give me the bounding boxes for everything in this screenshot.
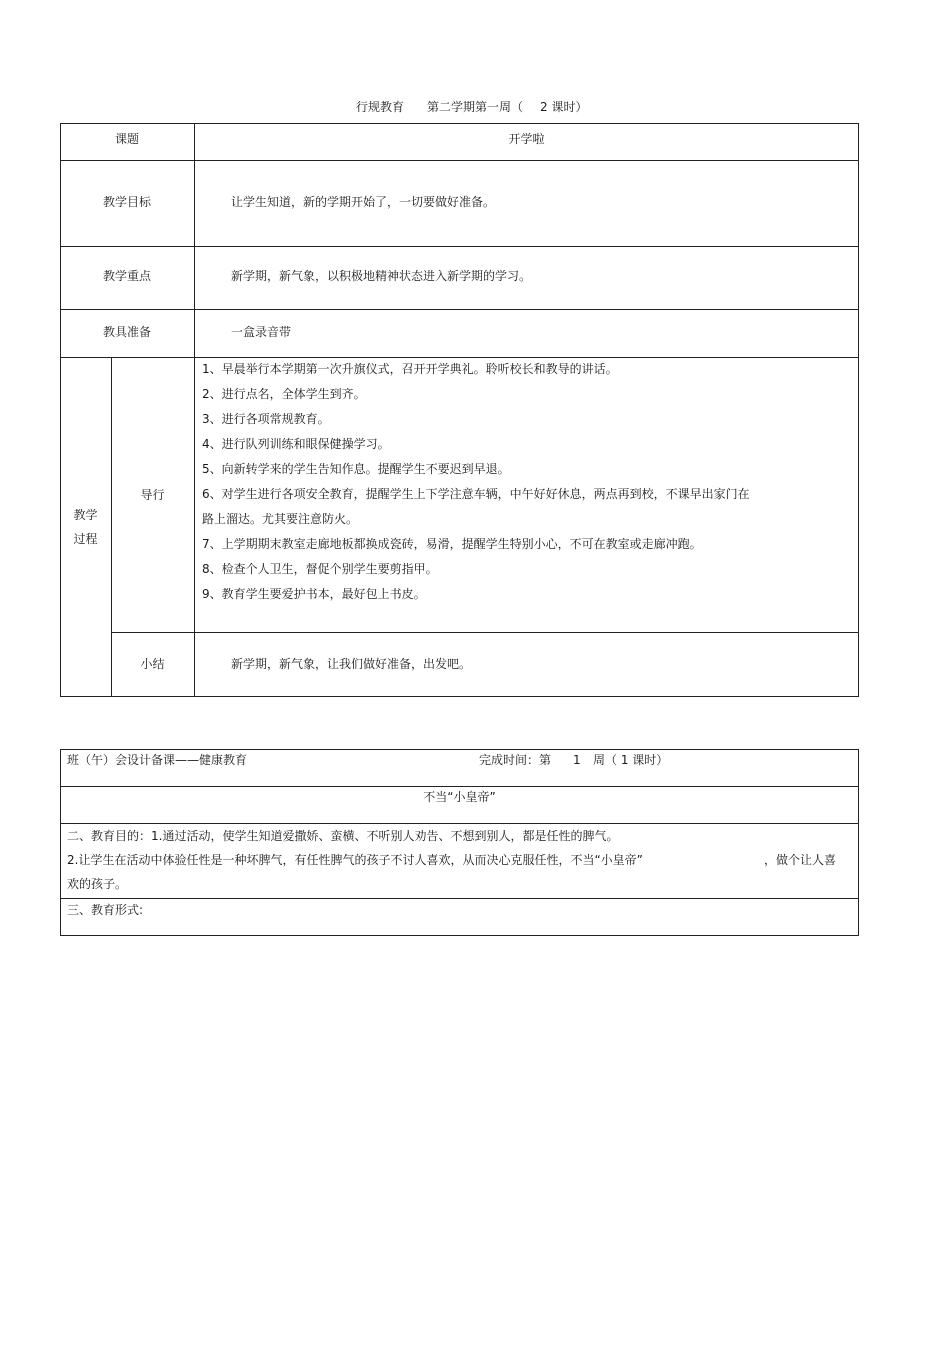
plan2-completion-hours: 周（ 1 课时） <box>593 753 669 767</box>
guide-label: 导行 <box>140 488 165 502</box>
topic-value: 开学啦 <box>508 132 545 146</box>
guide-item-2: 2、进行点名，全体学生到齐。 <box>202 387 366 401</box>
plan1-header-hours: 2 课时） <box>540 100 588 114</box>
plan2-topic: 不当“小皇帝” <box>423 790 496 804</box>
plan2-completion-label: 完成时间：第 <box>479 753 552 767</box>
plan1-header-subject: 行规教育 <box>356 100 405 114</box>
guide-item-6: 6、对学生进行各项安全教育，提醒学生上下学注意车辆，中午好好休息，两点再到校，不课早出家门在 <box>202 487 750 501</box>
prep-label: 教具准备 <box>102 325 151 339</box>
guide-item-1: 1、早晨举行本学期第一次升旗仪式，召开开学典礼。聆听校长和教导的讲话。 <box>202 362 618 376</box>
focus-label: 教学重点 <box>102 269 151 283</box>
process-label-line1: 教学 <box>73 508 98 522</box>
plan2-goal-line2: 2.让学生在活动中体验任性是一种坏脾气，有任性脾气的孩子不讨人喜欢，从而决心克服任性，不当“小皇帝” <box>67 853 643 867</box>
guide-item-4: 4、进行队列训练和眼保健操学习。 <box>202 437 390 451</box>
guide-item-6-cont: 路上溜达。尤其要注意防火。 <box>202 512 359 526</box>
plan2-form: 三、教育形式: <box>67 903 144 917</box>
process-label-line2: 过程 <box>73 532 98 546</box>
guide-item-8: 8、检查个人卫生，督促个别学生要剪指甲。 <box>202 562 438 576</box>
plan2-goal-line2-end: ，做个让人喜 <box>764 853 837 867</box>
guide-item-7: 7、上学期期末教室走廊地板都换成瓷砖，易滑，提醒学生特别小心，不可在教室或走廊冲跑。 <box>202 537 702 551</box>
guide-item-5: 5、向新转学来的学生告知作息。提醒学生不要迟到早退。 <box>202 462 510 476</box>
prep-value: 一盒录音带 <box>231 325 292 339</box>
plan1-header-week: 第二学期第一周（ <box>427 100 524 114</box>
focus-value: 新学期，新气象，以积极地精神状态进入新学期的学习。 <box>231 269 532 283</box>
plan2-goal-line1: 二、教育目的：1.通过活动，使学生知道爱撒娇、蛮横、不听别人劝告、不想到别人，都是任性的脾气。 <box>67 829 619 843</box>
plan2-goal-line3: 欢的孩子。 <box>67 877 128 891</box>
summary-value: 新学期，新气象，让我们做好准备，出发吧。 <box>231 657 472 671</box>
topic-label: 课题 <box>114 132 139 146</box>
guide-item-9: 9、教育学生要爱护书本，最好包上书皮。 <box>202 587 426 601</box>
plan2-completion-week: 1 <box>573 753 581 767</box>
summary-label: 小结 <box>140 657 165 671</box>
plan2-title: 班（午）会设计备课——健康教育 <box>67 753 248 767</box>
goal-label: 教学目标 <box>102 195 151 209</box>
guide-item-3: 3、进行各项常规教育。 <box>202 412 330 426</box>
goal-value: 让学生知道，新的学期开始了，一切要做好准备。 <box>231 195 496 209</box>
